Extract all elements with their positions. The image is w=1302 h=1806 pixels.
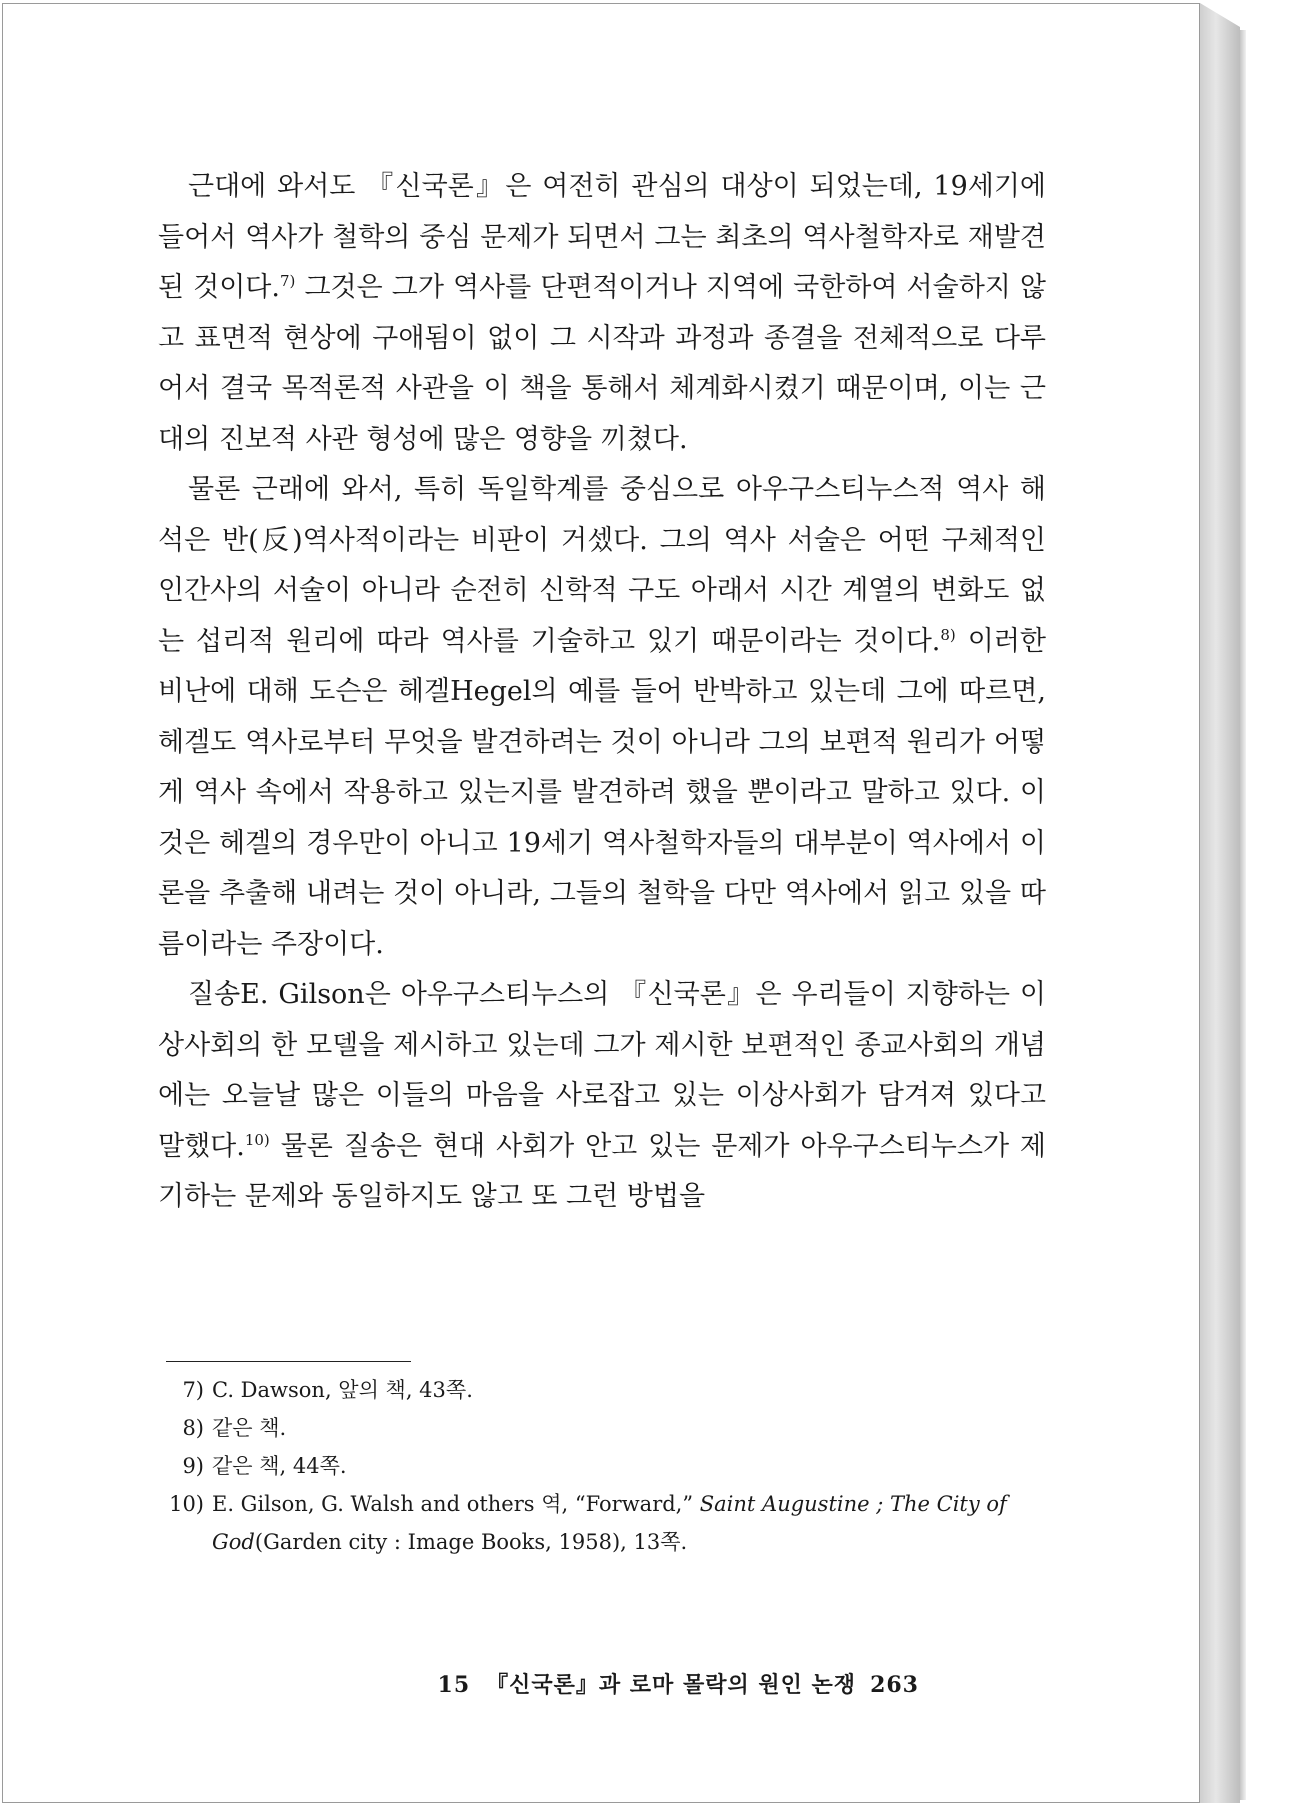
footnote-number: 7) xyxy=(182,1378,204,1402)
page-shadow xyxy=(1240,30,1246,1800)
footnotes xyxy=(166,1371,1046,1561)
footnote-number: 10) xyxy=(169,1492,204,1516)
footnote-text: E. Gilson, G. Walsh and others 역, “Forward,” Saint Augustine ; The City of God(Garden city : Image Books, 1958), 13쪽. xyxy=(212,1492,1007,1554)
footnote-text: 같은 책, 44쪽. xyxy=(212,1454,347,1478)
page-number: 263 xyxy=(870,1672,919,1698)
footnote xyxy=(166,1447,1046,1485)
footnote-divider xyxy=(166,1361,411,1362)
footnote-text: 같은 책. xyxy=(212,1416,287,1440)
footnote-reference: 8) xyxy=(940,625,956,644)
main-text xyxy=(158,162,1046,1223)
footnote xyxy=(166,1409,1046,1447)
page-stack-edge xyxy=(1200,3,1240,1803)
paragraph: 질송E. Gilson은 아우구스티누스의 『신국론』은 우리들이 지향하는 이상사회의 한 모델을 제시하고 있는데 그가 제시한 보편적인 종교사회의 개념에는 오늘날 많은 이들의 마음을 사로잡고 있는 이상사회가 담겨져 있다고 말했다.$^{10)}$ 물론 질송은 현대 사회가 안고 있는 문제가 아우구스티누스가 제기하는 문제와 동일하지도 않고 또 그런 방법을 xyxy=(158,979,1046,1212)
book-title: Saint Augustine ; The City of God xyxy=(212,1492,1007,1554)
footnote-number: 9) xyxy=(182,1454,204,1478)
footnote-reference: 7) xyxy=(279,272,296,290)
footnote xyxy=(166,1371,1046,1409)
paragraph: 근대에 와서도 『신국론』은 여전히 관심의 대상이 되었는데, 19세기에 들어서 역사가 철학의 중심 문제가 되면서 그는 최초의 역사철학자로 재발견된 것이다.$^{7)}$ 그것은 그가 역사를 단편적이거나 지역에 국한하여 서술하지 않고 표면적 현상에 구애됨이 없이 그 시작과 과정과 종결을 전체적으로 다루어서 결국 목적론적 사관을 이 책을 통해서 체계화시켰기 때문이며, 이는 근대의 진보적 사관 형성에 많은 영향을 끼쳤다. xyxy=(158,171,1047,455)
running-footer xyxy=(438,1668,919,1699)
paragraph: 물론 근래에 와서, 특히 독일학계를 중심으로 아우구스티누스적 역사 해석은 반(反)역사적이라는 비판이 거셌다. 그의 역사 서술은 어떤 구체적인 인간사의 서술이 아니라 순전히 신학적 구도 아래서 시간 계열의 변화도 없는 섭리적 원리에 따라 역사를 기술하고 있기 때문이라는 것이다.$^{8)}$ 이러한 비난에 대해 도슨은 헤겔Hegel의 예를 들어 반박하고 있는데 그에 따르면, 헤겔도 역사로부터 무엇을 발견하려는 것이 아니라 그의 보편적 원리가 어떻게 역사 속에서 작용하고 있는지를 발견하려 했을 뿐이라고 말하고 있다. 이것은 헤겔의 경우만이 아니고 19세기 역사철학자들의 대부분이 역사에서 이론을 추출해 내려는 것이 아니라, 그들의 철학을 다만 역사에서 읽고 있을 따름이라는 주장이다. xyxy=(158,474,1046,960)
chapter-title: 『신국론』과 로마 몰락의 원인 논쟁 xyxy=(486,1672,857,1698)
footnote-number: 8) xyxy=(182,1416,204,1440)
footnote-reference: 10) xyxy=(244,1130,270,1149)
footnote xyxy=(166,1485,1046,1561)
chapter-number: 15 xyxy=(437,1672,471,1698)
footnote-text: C. Dawson, 앞의 책, 43쪽. xyxy=(212,1378,473,1402)
book-page xyxy=(2,3,1200,1803)
